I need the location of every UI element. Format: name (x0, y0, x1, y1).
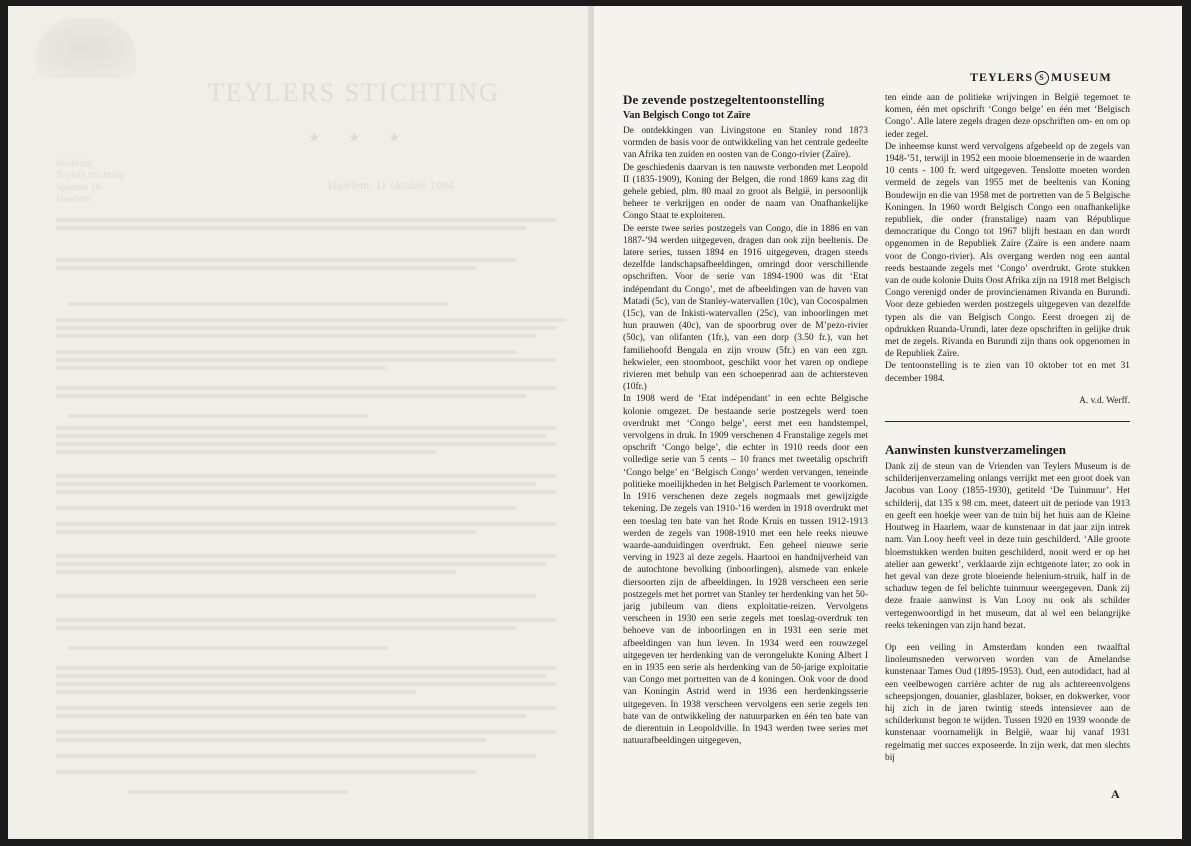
ghost-line (56, 706, 556, 710)
ghost-line (56, 738, 486, 742)
ghost-line (56, 570, 456, 574)
paragraph: In 1908 werd de ‘Etat indépendant’ in een echte Belgische kolonie omgezet. De bestaande serie postzegels werd toen overdrukt met ‘Congo belge’, eerst met een handstempel, vervolgens in druk. In 1909 verschenen 4 Franstalige zegels met opschrift ‘Congo belge’, die echter in 1910 reeds door een volledige serie van 5 cents – 10 francs met tweetalig opschrift ‘Congo belge’ en ‘Belgisch Congo’ werden vervangen, teneinde politieke moeilijkheden in het Belgisch Parlement te voorkomen. In 1916 verschenen deze zegels nogmaals met gewijzigde tekening. De zegels van 1910-’16 werden in 1918 overdrukt met een toeslag ten bate van het Rode Kruis en tussen 1912-1913 werden de zegels van 1908-1910 met een hele reeks nieuwe waarde-aanduidingen overdrukt. Een geheel nieuwe serie verving in 1923 al deze zegels. Haartooi en handnijverheid van de autochtone bevolking (inboorlingen), alsmede van enkele diersoorten zijn de afbeeldingen. In 1928 verscheen een serie postzegels met het portret van Stanley ter herdenking van het 50-jarig jubileum van diens exploitatie-reizen. Vervolgens verscheen in 1930 een serie zegels met toeslag-overdruk ten behoeve van de inboorlingen en in 1931 een serie met afbeeldingen van hun leven. In 1934 werd een rouwzegel uitgegeven ter herdenking van de verongelukte Koning Albert I en in 1935 een serie als herdenking van de 50-jarige exploitatie van Congo met portretten van de 4 koningen. Ook voor de dood van Koningin Astrid werd in 1936 een herdenkingsserie uitgegeven. In 1938 verscheen vervolgens een serie zegels ten bate van de ontwikkeling der natuurparken en één ten bate van de dierentuin in Leopoldville. In 1943 werden twee series met natuurafbeeldingen uitgegeven, (623, 394, 868, 747)
ghost-address: Stichting Teylers Stichting Spaarne 16 Haarlem (56, 158, 124, 205)
ghost-line (56, 618, 556, 622)
page-marker: A (1111, 787, 1120, 801)
ghost-letterhead-title: TEYLERS STICHTING (208, 78, 500, 107)
ghost-line (56, 562, 546, 566)
right-page (594, 6, 1182, 839)
ghost-line (56, 266, 476, 270)
ghost-line (56, 442, 556, 446)
ghost-line (56, 394, 526, 398)
ghost-line (56, 730, 556, 734)
ghost-line (56, 682, 556, 686)
ghost-line (56, 754, 536, 758)
paragraph: De ontdekkingen van Livingstone en Stanley rond 1873 vormden de basis voor de ontwikkeling van het centrale gedeelte van Afrika ten zuiden en oosten van de Congo-rivier (Zaïre). (623, 126, 868, 161)
article-subtitle: Van Belgisch Congo tot Zaïre (623, 110, 751, 121)
ghost-line (56, 226, 526, 230)
ghost-line (56, 530, 476, 534)
ghost-line (56, 426, 556, 430)
article-column-left (623, 92, 868, 747)
ghost-line (56, 690, 416, 694)
author-signature: A. v.d. Werff. (1079, 395, 1130, 406)
ghost-line (56, 258, 516, 262)
ghost-line (56, 674, 546, 678)
ghost-line (56, 714, 526, 718)
paragraph: De inheemse kunst werd vervolgens afgebeeld op de zegels van 1948-’51, terwijl in 1952 een mooie bloemenserie in de waarden 10 cents - 100 fr. werd uitgegeven. Tenslotte moeten worden vermeld de zegels van 1955 met de beeltenis van Koning Boudewijn en die van 1958 met de portretten van de 5 Belgische Koningen. In 1960 wordt Belgisch Congo een onafhankelijke republiek, die onder (franstalige) naam van République democratique du Congo tot 1967 blijft bestaan en dan wordt opgenomen in de Republiek Zaïre (Zaïre is een andere naam voor de Congo-rivier). Als overgang werden nog een aantal reeds bestaande zegels met ‘Congo’ overdrukt. Grote stukken van de oude kolonie Duits Oost Afrika zijn na 1918 met Belgisch Congo verenigd onder de provincienamen Rivanda en Burundi. Voor deze gebieden werden postzegels uitgegeven van dezelfde typen als die van Belgisch Congo. Eerst droegen zij de opdrukken Ruanda-Urundi, later deze opschriften in gelijke druk met de zegels. Rivanda en Burundi zijn thans ook opgenomen in de Republiek Zaïre. (885, 141, 1131, 360)
article-title-2: Aanwinsten kunstverzamelingen (885, 442, 1066, 458)
ghost-line (128, 790, 348, 794)
ghost-line (56, 522, 556, 526)
ghost-line (56, 358, 556, 362)
ghost-line (56, 554, 556, 558)
ghost-line (56, 770, 476, 774)
ghost-stars: ★ ★ ★ (308, 131, 413, 146)
paragraph: De eerste twee series postzegels van Congo, die in 1886 en van 1887-’94 werden uitgegeven, dragen dan ook zijn beeltenis. De latere series, tussen 1894 en 1916 uitgegeven, dragen steeds dezelfde landschapsafbeeldingen, omringd door verschillende opschriften. Voor de serie van 1894-1900 was dit ‘Etat indépendant du Congo’, met de afbeeldingen van de haven van Matadi (5c), van de Stanley-watervallen (10c), van Cocospalmen (15c), van de Inkisti-watervallen (25c), van inboorlingen met hun prauwen (40c), van de spoorbrug over de M’pezo-rivier (50c), van olifanten (1fr.), van een dorp (3.50 fr.), van het familiehoofd Bengala en zijn vrouw (5fr.) en van een zgn. hekwieler, een stoomboot, geschikt voor het varen op ondiepe rivieren met behulp van een schoepenrad aan de achtersteven (10fr.) (623, 223, 868, 393)
ghost-line (56, 386, 556, 390)
ghost-line (56, 626, 516, 630)
ghost-line (56, 434, 546, 438)
ghost-line (56, 482, 536, 486)
ghost-line (56, 334, 536, 338)
section-divider (885, 421, 1130, 422)
crest-watermark (36, 18, 136, 78)
paragraph: De tentoonstelling is te zien van 10 oktober tot en met 31 december 1984. (885, 361, 1130, 384)
ghost-line (56, 326, 556, 330)
ghost-line (56, 490, 556, 494)
ghost-line (56, 350, 516, 354)
ghost-line (56, 318, 566, 322)
ghost-line (56, 366, 386, 370)
ghost-line (56, 666, 556, 670)
museum-emblem-icon: S (1035, 71, 1049, 85)
article-title: De zevende postzegeltentoonstelling (623, 92, 825, 107)
paragraph: Dank zij de steun van de Vrienden van Teylers Museum is de schilderijenverzameling onlangs verrijkt met een groot doek van Jacobus van Looy (1855-1930), getiteld ‘De Tuinmuur’. Het schilderij, dat 135 x 98 cm. meet, dateert uit de periode van 1913 en geeft een hoekje weer van de tuin bij het huis aan de Kleine Houtweg in Haarlem, waar de kunstenaar in dat jaar zijn intrek nam. Van Looy heeft veel in deze tuin geschilderd. ‘Alle groote bloemstukken werden buiten geschilderd, nooit werd er op het atelier aan gewerkt’, verklaarde zijn echtgenote later; zo ook in het geval van deze grote bloeiende helenium-struik, half in de schaduw tegen de fel belichte tuinmuur weergegeven. Dank zij deze fraaie aanwinst is Van Looy nu ook als schilder vertegenwoordigd in het museum, dat al wel een belangrijke reeks tekeningen van zijn hand bezat. (885, 462, 1130, 631)
ghost-line (56, 450, 436, 454)
left-page-ghost-letter (8, 6, 590, 839)
ghost-line (56, 506, 516, 510)
ghost-date: Haarlem, 11 oktober 1984 (328, 178, 454, 192)
article-column-right (885, 92, 1130, 764)
ghost-line (68, 414, 368, 418)
ghost-line (56, 594, 536, 598)
ghost-line (68, 646, 388, 650)
paragraph: ten einde aan de politieke wrijvingen in België tegemoet te komen, één met opschrift ‘Congo belge’ en één met ‘Belgisch Congo’. Alle latere zegels dragen deze opschriften om- en om op ieder zegel. (885, 93, 1130, 140)
ghost-line (56, 474, 556, 478)
teylers-museum-logo: TEYLERS S MUSEUM (970, 70, 1112, 84)
paragraph: De geschiedenis daarvan is ten nauwste verbonden met Leopold II (1835-1909), Koning der Belgen, die rond 1869 kans zag dit gehele gebied, plm. 80 maal zo groot als België, in persoonlijk beheer te verkrijgen en onder de naam van Onafhankelijke Congo Staat te exploiteren. (623, 162, 868, 222)
paragraph: Op een veiling in Amsterdam konden een twaalftal linoleumsneden verworven worden van de Amelandse kunstenaar Tames Oud (1895-1953). Oud, een autodidact, had al een veelbewogen carrière achter de rug als achtereenvolgens scheepsjongen, douanier, glasblazer, bokser, en dokwerker, voor hij zich in de jaren twintig steeds intensiever aan de schilderkunst begon te wijden. Tussen 1920 en 1939 woonde de kunstenaar voornamelijk in België, waar hij vanaf 1931 regelmatig met succes exposeerde. In zijn werk, dat men slechts bij (885, 642, 1130, 763)
ghost-line (68, 302, 448, 306)
ghost-line (56, 218, 556, 222)
